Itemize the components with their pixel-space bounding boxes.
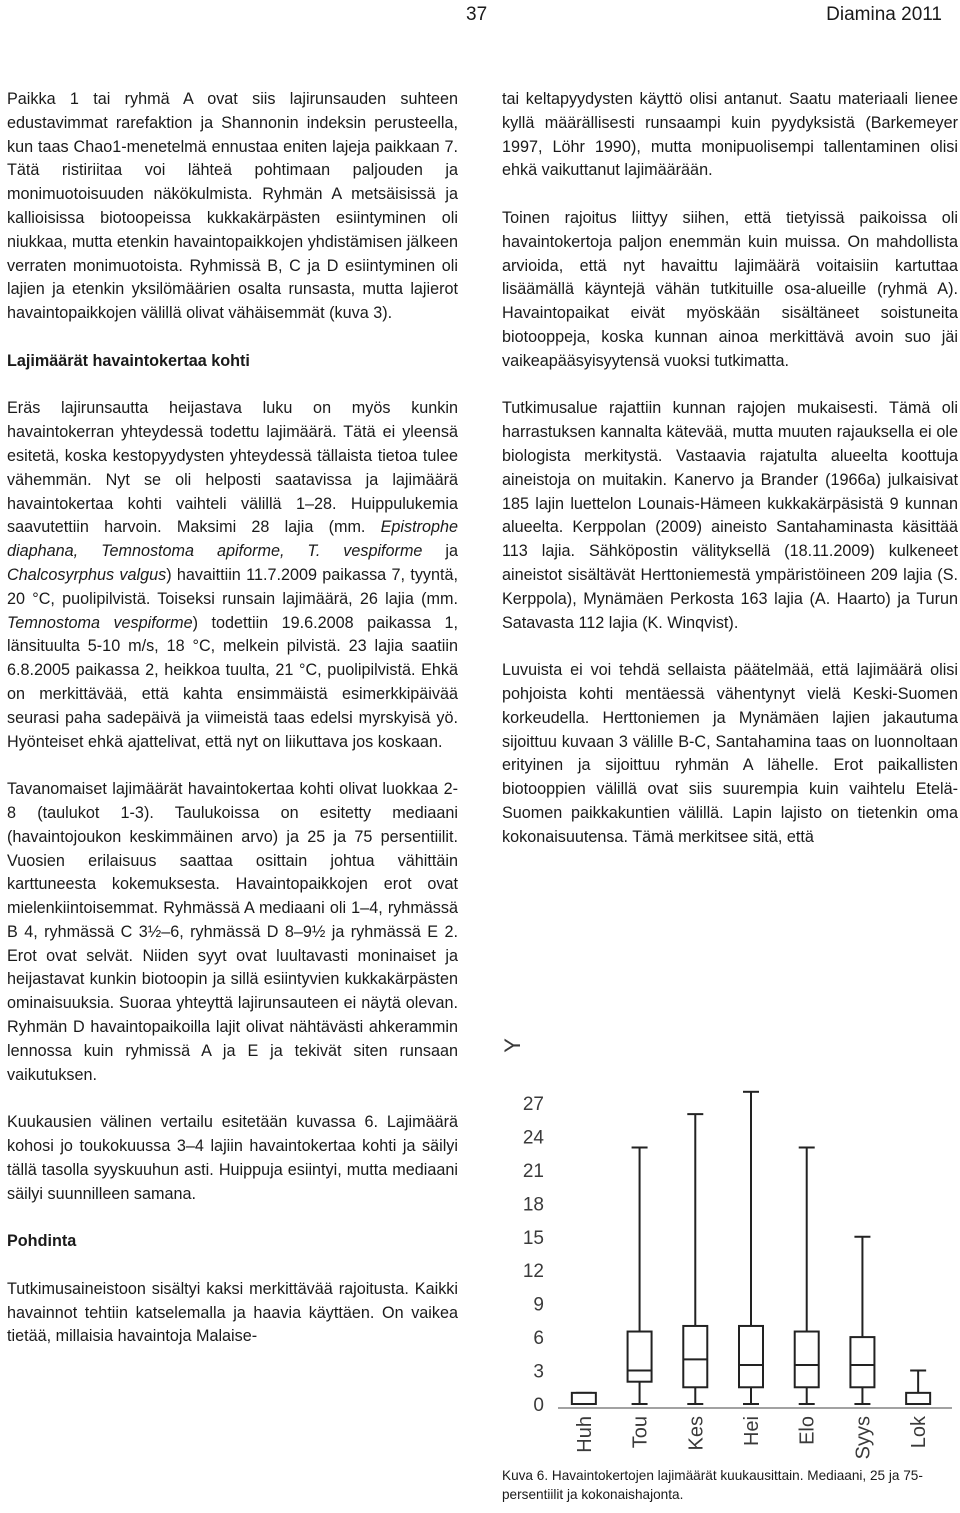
x-tick-label: Hei [741, 1416, 763, 1447]
x-tick-label: Lok [908, 1416, 931, 1449]
y-tick-label: 9 [533, 1294, 544, 1316]
left-column [7, 88, 458, 1373]
y-tick-label: 18 [522, 1194, 544, 1216]
y-tick-label: 15 [522, 1227, 544, 1249]
species-name: Chalcosyrphus valgus [7, 565, 167, 584]
right-column [502, 88, 958, 873]
text-run: Eräs lajirunsautta heijastava luku on myös kunkin havaintokerran yhteydessä todettu lajimäärä. Tätä ei yleensä esitetä, koska kestopyydysten yhteydessä tällaista tietoa tulee vähemmän. Nyt se oli helposti saatavissa ja lajimäärä havaintokertaa kohti vaihteli välillä 1–28. Huippulukemia saavutettiin harvoin. Maksimi 28 lajia (mm. [7, 399, 458, 537]
figure-caption: Kuva 6. Havaintokertojen lajimäärät kuukausittain. Mediaani, 25 ja 75-persentiilit ja kokonaishajonta. [502, 1468, 923, 1502]
y-tick-label: 24 [522, 1127, 544, 1149]
page-number: 37 [466, 4, 488, 25]
paragraph: Tutkimusaineistoon sisältyi kaksi merkittävää rajoitusta. Kaikki havainnot tehtiin katselemalla ja haavia käyttäen. On vaikea tietää, millaisia havaintoja Malaise- [7, 1279, 458, 1346]
paragraph: Tavanomaiset lajimäärät havaintokertaa kohti olivat luokkaa 2-8 (taulukot 1-3). Taulukoissa on esitetty mediaani (havaintojoukon keskimmäinen arvo) ja 25 ja 75 persentiilit. Vuosien erilaisuus saattaa osittain johtua vähittäin karttuneesta kokemuksesta. Havaintopaikkojen erot ovat mielenkiintoisemmat. Ryhmässä A mediaani oli 1–4, ryhmässä B 4, ryhmässä C 3½–6, ryhmässä D 8–9½ ja ryhmässä E 2. Erot ovat selvät. Niiden syyt ovat luultavasti moninaiset ja heijastavat kunkin biotoopin ja sillä esiintyvien kukkakärpästen ominaisuuksia. Suoraa yhteyttä lajirunsauteen ei näytä olevan. Ryhmän D havaintopaikoilla lajit olivat nähtävästi ahkerammin lennossa kuin ryhmissä A ja E ja tekivät siten runsaan vaikutuksen. [7, 780, 458, 1084]
x-tick-label: Kes [685, 1416, 708, 1451]
box [850, 1337, 874, 1387]
y-tick-label: 12 [522, 1261, 544, 1283]
x-tick-label: Elo [796, 1416, 819, 1445]
text-run: ) havaittiin 11.7.2009 paikassa 7, tyyntä, 20 °C, puolipilvistä. Toiseksi runsain lajimäärä, 26 lajia (mm. [7, 565, 459, 608]
species-name: Epistrophe diaphana, Temnostoma apiforme, T. vespiforme [7, 518, 458, 561]
paragraph: Toinen rajoitus liittyy siihen, että tietyissä paikoissa oli havaintokertoja paljon enemmän kuin muissa. On mahdollista arvioida, että nyt havaittu lajimäärä voitaisiin kartuttaa lisäämällä käyntejä vähän tutkituille osa-alueille (ryhmä A). Havaintopaikat eivät myöskään sisältäneet soistuneita biotooppeja, koska kunnan ainoa merkittävä avoin suo jäi vaikeapääsyisyytensä vuoksi tutkimatta. [502, 208, 958, 370]
species-name: Temnostoma vespiforme [7, 613, 193, 632]
box [739, 1326, 763, 1387]
paragraph: tai keltapyydysten käyttö olisi antanut. Saatu materiaali lienee kyllä määrällisesti runsaampi kuin pyydyksistä (Barkemeyer 1997, Löhr 1990), mutta monipuolisempi tallentaminen olisi ehkä vaikuttanut lajimäärään. [502, 90, 958, 180]
box [572, 1393, 596, 1404]
box [683, 1326, 707, 1387]
y-tick-label: 6 [533, 1328, 544, 1350]
x-tick-label: Syys [852, 1416, 875, 1460]
figure-6-chart [502, 1030, 958, 1460]
y-tick-label: 21 [522, 1160, 544, 1182]
y-tick-label: 27 [522, 1093, 544, 1115]
y-tick-label: 0 [533, 1395, 544, 1416]
y-tick-label: 3 [533, 1361, 544, 1383]
boxplot-svg [502, 1030, 958, 1460]
paragraph: Kuukausien välinen vertailu esitetään kuvassa 6. Lajimäärä kohosi jo toukokuussa 3–4 lajiin havaintokertaa kohti ja säilyi tällä tasolla syyskuuhun asti. Huippuja esiintyi, mutta mediaani säilyi suunnilleen samana. [7, 1113, 458, 1203]
box [906, 1393, 930, 1404]
paragraph: Tutkimusalue rajattiin kunnan rajojen mukaisesti. Tämä oli harrastuksen kannalta kätevää, mutta muuten rajauksella ei ole biologista merkitystä. Vastaavia rajatulta alueelta koottuja aineistoja on muitakin. Kanervo ja Brander (1966a) julkaisivat 185 lajin luettelon Lounais-Hämeen kukkakärpäsistä 9 kunnan alueelta. Kerppolan (2009) aineisto Santahaminasta käsittää 113 lajia. Sähköpostin välityksellä (18.11.2009) kulkeneet aineistot sisältävät Herttoniemestä ympäristöineen 209 lajia (S. Kerppola), Mynämäen Perkosta 163 lajia (A. Haarto) ja Turun Satavasta 112 lajia (K. Winqvist). [502, 399, 958, 632]
page-header [0, 0, 960, 34]
journal-title: Diamina 2011 [826, 4, 942, 25]
section-heading: Lajimäärät havaintokertaa kohti [7, 351, 250, 370]
y-axis-label: Y [502, 1038, 525, 1053]
x-tick-label: Tou [629, 1416, 652, 1449]
paragraph [7, 397, 458, 754]
paragraph: Paikka 1 tai ryhmä A ovat siis lajirunsauden suhteen edustavimmat rarefaktion ja Shannonin indeksin perusteella, kun taas Chao1-menetelmä ennustaa eniten lajeja paikkaan 7. Tätä ristiriitaa voi lähteä pohtimaan paljouden ja monimuotoisuuden näkökulmista. Ryhmän A metsäisissä ja kallioisissa biotoopeissa kukkakärpästen esiintyminen oli niukkaa, mutta etenkin havaintopaikkojen yhdistämisen jälkeen verraten monimuotoista. Ryhmissä B, C ja D esiintyminen oli lajien ja etenkin yksilömäärien osalta runsasta, mutta lajierot havaintopaikkojen välillä olivat vähäisemmät (kuva 3). [7, 90, 458, 323]
x-tick-label: Huh [573, 1416, 596, 1453]
box [628, 1332, 652, 1382]
box [795, 1332, 819, 1388]
section-heading: Pohdinta [7, 1232, 77, 1251]
text-run: ja [422, 542, 458, 561]
paragraph: Luvuista ei voi tehdä sellaista päätelmää, että lajimäärä olisi pohjoista kohti mentäessä vähentynyt vielä Keski-Suomen korkeudella. Herttoniemen ja Mynämäen lajien jakautuma sijoittuu kuvaan 3 välille B-C, Santahamina taas on luonnoltaan erityinen ja sijoittuu ryhmän A lähelle. Erot paikallisten biotooppien välillä ovat siis suurempia kuin vaihtelu Etelä-Suomen paikkakuntien välillä. Lapin lajisto on tietenkin oma kokonaisuutensa. Tämä merkitsee sitä, että [502, 661, 958, 846]
text-run: ) todettiin 19.6.2008 paikassa 1, länsituulta 5-10 m/s, 18 °C, melkein pilvistä. 23 lajia saatiin 6.8.2005 paikassa 2, heikkoa tuulta, 21 °C, puolipilvistä. Ehkä on merkittävää, että kahta ensimmäistä esimerkkipäivää seurasi paha sadepäivä ja viimeistä taas edelsi myrskyisä yö. Hyönteiset ehkä ajattelivat, että nyt on liikuttava jos koskaan. [7, 613, 459, 751]
